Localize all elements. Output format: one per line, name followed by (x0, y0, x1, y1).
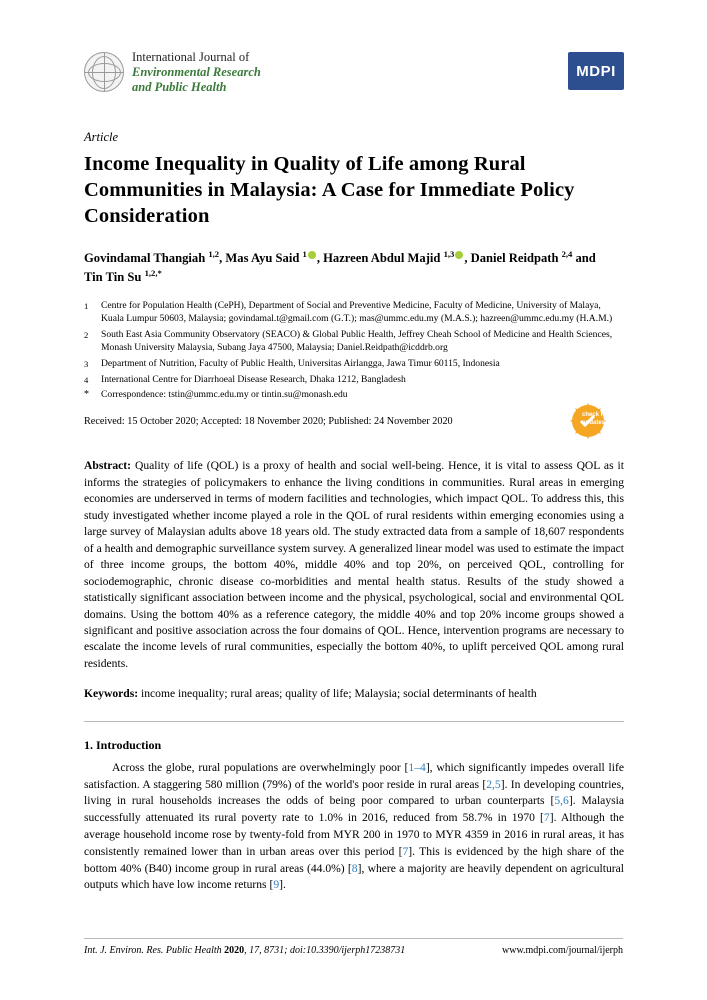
author-list (84, 248, 624, 287)
paragraph-text: ]. In developing countries, living in rural households increases the odds of being poor compared to urban counterparts [ (84, 777, 624, 808)
paragraph-text: ], which significantly impedes overall life satisfaction. A staggering 580 million (79%) of the world's poor reside in rural areas [ (84, 760, 624, 791)
citation-link[interactable]: 7 (543, 811, 550, 825)
affiliation-text: Department of Nutrition, Faculty of Public Health, Universitas Airlangga, Jawa Timur 60115, Indonesia (101, 358, 500, 370)
footer-citation (84, 945, 405, 956)
page-footer (84, 938, 623, 956)
author-affil-marker-1: 1,2 (208, 248, 220, 259)
journal-branding (84, 50, 261, 94)
journal-title-line2: Environmental Research (132, 64, 261, 79)
correspondence-marker: * (84, 389, 89, 401)
abstract-text: Quality of life (QOL) is a proxy of health and social well-being. Hence, it is vital to assess QOL as it informs the strategies of policymakers to enhance the living conditions in communities. Rural areas in emerging economies are underserved in terms of modern facilities and technologies, which impact QOL. To address this, this study investigated whether income played a role in the QOL of rural residents within emerging economies using a large survey of Malaysian adults above 18 years old. The study extracted data from a sample of 18,607 respondents of a health and demographic surveillance system survey. A generalized linear model was used to estimate the impact of three income groups, the bottom 40%, middle 40% and top 20%, on perceived QOL, controlling for sociodemographic, chronic disease co-morbidities and mental health status. Results of the study showed a statistically significant association between income and the physical, psychological, social and environmental QOL domains. Using the bottom 40% as a reference category, the middle 40% and top 20% income groups showed a significant and positive association across the four domains of QOL. Hence, intervention programs are necessary to escalate the income levels of rural communities, especially the bottom 40%, to uplift perceived QOL among rural residents. (84, 459, 624, 670)
badge-label-line1: check for (582, 412, 609, 419)
divider (84, 721, 624, 722)
affiliation-number: 2 (84, 329, 89, 340)
mdpi-logo: MDPI (568, 52, 624, 90)
citation-link[interactable]: 9 (273, 878, 280, 892)
article-type: Article (84, 130, 119, 144)
journal-title-line1: International Journal of (132, 50, 250, 64)
author-affil-marker-4: 2,4 (561, 248, 573, 259)
citation-link[interactable]: 7 (402, 844, 409, 858)
publication-dates: Received: 15 October 2020; Accepted: 18 November 2020; Published: 24 November 2020 (84, 416, 453, 428)
section-heading-introduction: 1. Introduction (84, 737, 162, 752)
citation-link[interactable]: 1–4 (408, 760, 426, 774)
affiliation-number: 4 (84, 374, 89, 385)
affiliation-list (84, 299, 624, 403)
badge-label-line2: updates (582, 419, 606, 426)
footer-year: 2020 (224, 945, 245, 956)
paragraph-text: ]. This is evidenced by the high share of the bottom 40% (B40) income group in rural areas (44.0%) [ (84, 844, 625, 875)
footer-url[interactable]: www.mdpi.com/journal/ijerph (502, 945, 623, 956)
affiliation-text: South East Asia Community Observatory (SEACO) & Global Public Health, Jeffrey Cheah School of Medicine and Health Sciences, Monash University Malaysia, Subang Jaya 47500, Malaysia; Daniel.Reidpath@icddrb.org (101, 328, 613, 354)
affiliation-item (84, 299, 624, 326)
affiliation-text: Centre for Population Health (CePH), Department of Social and Preventive Medicine, Faculty of Medicine, University of Malaya, Kuala Lumpur 50603, Malaysia; govindamal.t@gmail.com (G.T.); mas@ummc.edu.my (M.A.S.); hazreen@ummc.edu.my (H.A.M.) (101, 299, 613, 325)
keywords (84, 686, 624, 702)
affiliation-text: International Centre for Diarrhoeal Disease Research, Dhaka 1212, Bangladesh (101, 373, 406, 385)
badge-label (582, 412, 626, 427)
affiliation-item (84, 357, 624, 371)
author-affil-marker-3: 1,3 (443, 248, 455, 259)
paragraph-text: Across the globe, rural populations are overwhelmingly poor [ (112, 760, 409, 774)
author-affil-marker-2: 1 (302, 248, 307, 259)
keywords-text: income inequality; rural areas; quality of life; Malaysia; social determinants of health (138, 687, 537, 701)
affiliation-number: 1 (84, 300, 89, 311)
affiliation-number: 3 (84, 359, 89, 370)
citation-link[interactable]: 8 (351, 861, 358, 875)
citation-link[interactable]: 2,5 (486, 777, 501, 791)
orcid-icon[interactable] (455, 251, 463, 259)
author-separator-1: , Mas Ayu Said (219, 250, 303, 265)
author-separator-3: , Daniel Reidpath (464, 250, 562, 265)
check-for-updates-badge[interactable] (570, 402, 624, 440)
affiliation-item (84, 373, 624, 387)
keywords-label: Keywords: (84, 687, 139, 701)
footer-doi: , 17, 8731; doi:10.3390/ijerph17238731 (244, 945, 406, 956)
paragraph-text: ]. Malaysia successfully attenuated its rural poverty rate to 1.0% in 2016, reduced from 58.7% in 1970 [ (84, 794, 624, 825)
page-title: Income Inequality in Quality of Life among Rural Communities in Malaysia: A Case for Immediate Policy Consideration (84, 153, 575, 228)
author-name-5: Tin Tin Su (84, 270, 145, 285)
author-separator-2: , Hazreen Abdul Majid (316, 250, 444, 265)
abstract (84, 458, 624, 672)
abstract-label: Abstract: (84, 459, 132, 473)
correspondence-text: Correspondence: tstin@ummc.edu.my or tintin.su@monash.edu (101, 389, 348, 401)
publication-dates-row (84, 412, 624, 440)
globe-icon (84, 52, 124, 92)
paragraph-text: ]. Although the average household income rose by twenty-fold from MYR 200 in 1970 to MYR 4359 in 2016 in rural areas, it has consistently remained lower than in urban areas over this period [ (84, 811, 624, 858)
correspondence-item (84, 388, 624, 402)
footer-journal: Int. J. Environ. Res. Public Health (84, 945, 225, 956)
page-content (84, 50, 624, 894)
orcid-icon[interactable] (308, 251, 316, 259)
journal-title-line3: and Public Health (132, 79, 227, 94)
author-name-1: Govindamal Thangiah (84, 250, 209, 265)
journal-title (132, 50, 261, 94)
masthead (84, 50, 624, 108)
paragraph-text: ]. (279, 878, 286, 892)
citation-link[interactable]: 5,6 (554, 794, 569, 808)
paragraph-text: ], where a majority are heavily dependent on agricultural outputs which have low income returns [ (84, 861, 624, 892)
introduction-paragraph (84, 760, 624, 894)
affiliation-item (84, 328, 624, 355)
author-conjunction: and (572, 250, 596, 265)
author-affil-marker-5: 1,2,* (144, 268, 162, 279)
